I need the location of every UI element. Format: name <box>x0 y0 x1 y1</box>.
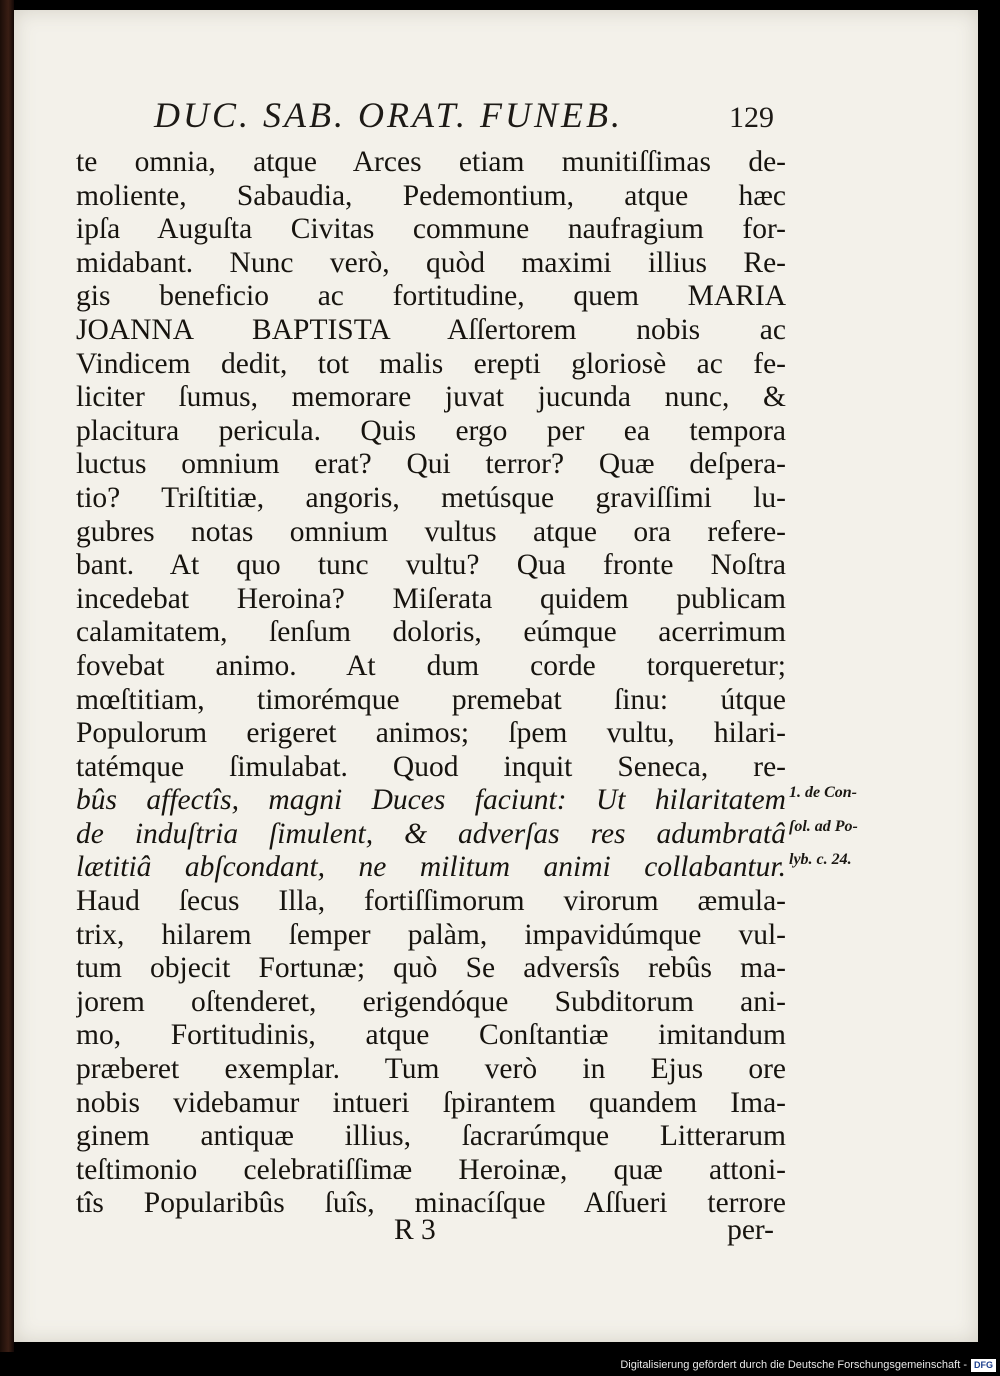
text-line: gubres notas omnium vultus atque ora refere- <box>76 515 786 548</box>
text-line: midabant. Nunc verò, quòd maximi illius Re- <box>76 246 786 279</box>
text-line: placitura pericula. Quis ergo per ea tempora <box>76 414 786 447</box>
catchword: per- <box>727 1214 774 1246</box>
text-line: Populorum erigeret animos; ſpem vultu, hilari- <box>76 717 786 750</box>
text-line: ipſa Auguſta Civitas commune naufragium for- <box>76 213 786 246</box>
page-footer <box>154 1214 774 1248</box>
running-head-title: DUC. SAB. ORAT. FUNEB. <box>154 95 623 135</box>
text-line: præberet exemplar. Tum verò in Ejus ore <box>76 1053 786 1086</box>
text-line: tio? Triſtitiæ, angoris, metúsque graviſſimi lu- <box>76 481 786 514</box>
text-line: liciter ſumus, memorare juvat jucunda nunc, & <box>76 381 786 414</box>
marginal-note-line: lyb. c. 24. <box>789 851 852 869</box>
text-line: nobis videbamur intueri ſpirantem quandem Ima- <box>76 1086 786 1119</box>
digitization-credit <box>620 1356 996 1374</box>
text-line: tatémque ſimulabat. Quod inquit Seneca, re- <box>76 750 786 783</box>
marginal-note-line: 1. de Con- <box>789 784 857 801</box>
text-line: Vindicem dedit, tot malis erepti gloriosè ac fe- <box>76 347 786 380</box>
text-line: mœſtitiam, timorémque premebat ſinu: útque <box>76 683 786 716</box>
text-line: fovebat animo. At dum corde torqueretur; <box>76 649 786 682</box>
digitization-credit-text: Digitalisierung gefördert durch die Deutsche Forschungsgemeinschaft - <box>620 1359 967 1371</box>
page-number: 129 <box>729 101 774 134</box>
text-line: JOANNA BAPTISTA Aſſertorem nobis ac <box>76 313 786 346</box>
text-line: jorem oſtenderet, erigendóque Subditorum ani- <box>76 985 786 1018</box>
text-line: tîs Popularibûs ſuîs, minacíſque Aſſueri terrore <box>76 1187 786 1220</box>
marginal-note-line: ſol. ad Po- <box>789 817 858 835</box>
quotation-line: de induſtria ſimulent, & adverſas res adumbratâ <box>76 817 786 850</box>
text-line: incedebat Heroina? Miſerata quidem publicam <box>76 582 786 615</box>
quotation-line: bûs affectîs, magni Duces faciunt: Ut hilaritatem <box>76 784 786 817</box>
text-line: gis beneficio ac fortitudine, quem MARIA <box>76 280 786 313</box>
text-line: bant. At quo tunc vultu? Qua fronte Noſtra <box>76 549 786 582</box>
signature-mark: R 3 <box>394 1214 436 1246</box>
marginal-note <box>789 776 889 877</box>
text-line: moliente, Sabaudia, Pedemontium, atque hæc <box>76 179 786 212</box>
text-line: tum objecit Fortunæ; quò Se adversîs rebûs ma- <box>76 952 786 985</box>
text-line: teſtimonio celebratiſſimæ Heroinæ, quæ attoni- <box>76 1153 786 1186</box>
running-head <box>154 94 774 140</box>
dfg-logo: DFG <box>971 1359 996 1372</box>
text-line: Haud ſecus Illa, fortiſſimorum virorum æmula- <box>76 885 786 918</box>
book-page <box>14 10 978 1342</box>
text-line: te omnia, atque Arces etiam munitiſſimas de- <box>76 146 786 178</box>
body-text <box>76 146 786 1221</box>
text-line: luctus omnium erat? Qui terror? Quæ deſpera- <box>76 448 786 481</box>
text-line: trix, hilarem ſemper palàm, impavidúmque vul- <box>76 918 786 951</box>
book-binding-edge <box>0 0 14 1352</box>
text-line: mo, Fortitudinis, atque Conſtantiæ imitandum <box>76 1019 786 1052</box>
text-line: ginem antiquæ illius, ſacrarúmque Litterarum <box>76 1120 786 1153</box>
quotation-line: lætitiâ abſcondant, ne militum animi collabantur. <box>76 851 786 884</box>
text-line: calamitatem, ſenſum doloris, eúmque acerrimum <box>76 616 786 649</box>
